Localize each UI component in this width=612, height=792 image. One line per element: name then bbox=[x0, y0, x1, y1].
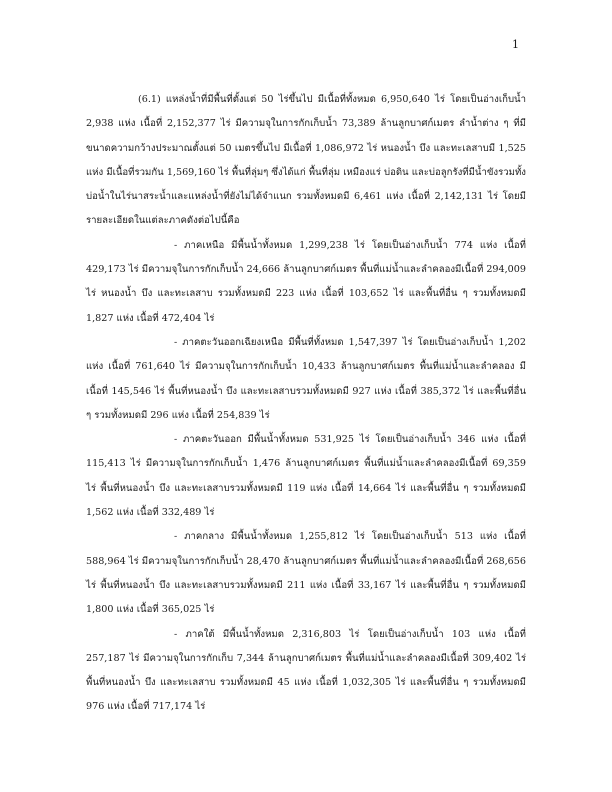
region-northeast-paragraph: - ภาคตะวันออกเฉียงเหนือ มีพื้นที่ทั้งหมด 1,547,397 ไร่ โดยเป็นอ่างเก็บน้ำ 1,202 แห่ง เนื้อที่ 761,640 ไร่ มีความจุในการกักเก็บน้ำ 10,433 ล้านลูกบาศก์เมตร พื้นที่แม่น้ำและลำคลอง มีเนื้อที่ 145,546 ไร่ พื้นที่หนองน้ำ บึง และทะเลสาบรวมทั้งหมดมี 927 แห่ง เนื้อที่ 385,372 ไร่ และพื้นที่อื่น ๆ รวมทั้งหมดมี 296 แห่ง เนื้อที่ 254,839 ไร่ bbox=[86, 336, 526, 421]
region-north-paragraph: - ภาคเหนือ มีพื้นน้ำทั้งหมด 1,299,238 ไร่ โดยเป็นอ่างเก็บน้ำ 774 แห่ง เนื้อที่ 429,173 ไร่ มีความจุในการกักเก็บน้ำ 24,666 ล้านลูกบาศก์เมตร พื้นที่แม่น้ำและลำคลองมีเนื้อที่ 294,009 ไร่ หนองน้ำ บึง และทะเลสาบ รวมทั้งหมดมี 223 แห่ง เนื้อที่ 103,652 ไร่ และพื้นที่อื่น ๆ รวมทั้งหมดมี 1,827 แห่ง เนื้อที่ 472,404 ไร่ bbox=[86, 239, 526, 324]
page-number: 1 bbox=[512, 38, 519, 51]
region-central-paragraph: - ภาคกลาง มีพื้นน้ำทั้งหมด 1,255,812 ไร่ โดยเป็นอ่างเก็บน้ำ 513 แห่ง เนื้อที่ 588,964 ไร่ มีความจุในการกักเก็บน้ำ 28,470 ล้านลูกบาศก์เมตร พื้นที่แม่น้ำและลำคลองมีเนื้อที่ 268,656 ไร่ พื้นที่หนองน้ำ บึง และทะเลสาบรวมทั้งหมดมี 211 แห่ง เนื้อที่ 33,167 ไร่ และพื้นที่อื่น ๆ รวมทั้งหมดมี 1,800 แห่ง เนื้อที่ 365,025 ไร่ bbox=[86, 531, 526, 616]
region-south-paragraph: - ภาคใต้ มีพื้นน้ำทั้งหมด 2,316,803 ไร่ โดยเป็นอ่างเก็บน้ำ 103 แห่ง เนื้อที่ 257,187 ไร่ มีความจุในการกักเก็บ 7,344 ล้านลูกบาศก์เมตร พื้นที่แม่น้ำและลำคลองมีเนื้อที่ 309,402 ไร่ พื้นที่หนองน้ำ บึง และทะเลสาบ รวมทั้งหมดมี 45 แห่ง เนื้อที่ 1,032,305 ไร่ และพื้นที่อื่น ๆ รวมทั้งหมดมี 976 แห่ง เนื้อที่ 717,174 ไร่ bbox=[86, 628, 526, 713]
region-east-paragraph: - ภาคตะวันออก มีพื้นน้ำทั้งหมด 531,925 ไร่ โดยเป็นอ่างเก็บน้ำ 346 แห่ง เนื้อที่ 115,413 ไร่ มีความจุในการกักเก็บน้ำ 1,476 ล้านลูกบาศก์เมตร พื้นที่แม่น้ำและลำคลองมีเนื้อที่ 69,359 ไร่ พื้นที่หนองน้ำ บึง และทะเลสาบรวมทั้งหมดมี 119 แห่ง เนื้อที่ 14,664 ไร่ และพื้นที่อื่น ๆ รวมทั้งหมดมี 1,562 แห่ง เนื้อที่ 332,489 ไร่ bbox=[86, 434, 526, 519]
document-body bbox=[86, 88, 526, 720]
intro-paragraph: (6.1) แหล่งน้ำที่มีพื้นที่ตั้งแต่ 50 ไร่ขึ้นไป มีเนื้อที่ทั้งหมด 6,950,640 ไร่ โดยเป็นอ่างเก็บน้ำ 2,938 แห่ง เนื้อที่ 2,152,377 ไร่ มีความจุในการกักเก็บน้ำ 73,389 ล้านลูกบาศก์เมตร ลำน้ำต่าง ๆ ที่มีขนาดความกว้างประมาณตั้งแต่ 50 เมตรขึ้นไป มีเนื้อที่ 1,086,972 ไร่ หนองน้ำ บึง และทะเลสาบมี 1,525 แห่ง มีเนื้อที่รวมกัน 1,569,160 ไร่ พื้นที่ลุ่มๆ ซึ่งได้แก่ พื้นที่ลุ่ม เหมืองแร่ บ่อดิน และบ่อลูกรังที่มีน้ำขังรวมทั้งบ่อน้ำในไร่นาสระน้ำและแหล่งน้ำที่ยังไม่ได้จำแนก รวมทั้งหมดมี 6,461 แห่ง เนื้อที่ 2,142,131 ไร่ โดยมีรายละเอียดในแต่ละภาคดังต่อไปนี้คือ bbox=[86, 94, 526, 227]
